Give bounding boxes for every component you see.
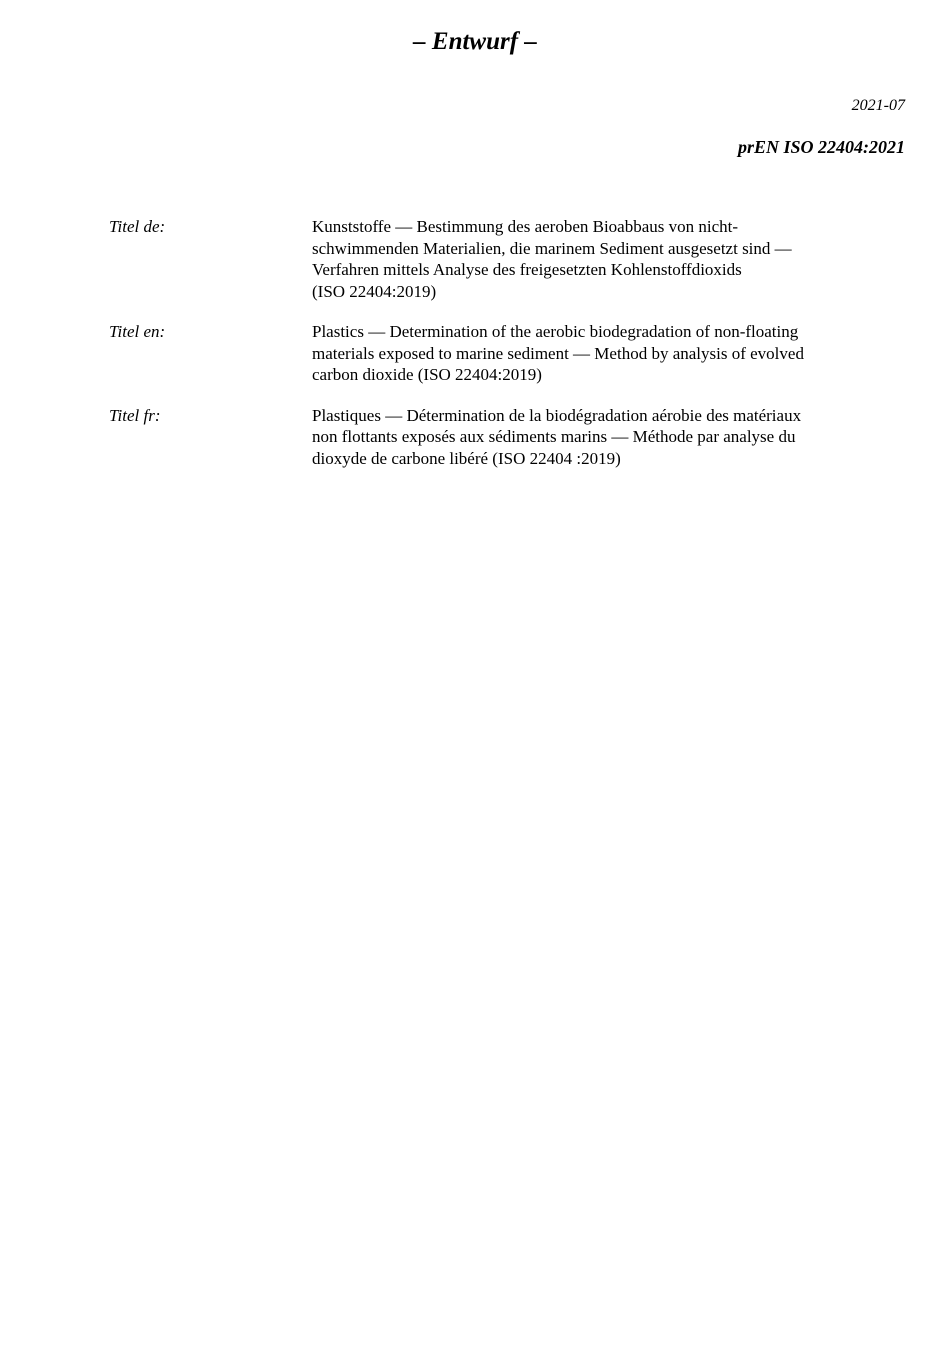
title-list — [109, 216, 905, 488]
document-date: 2021-07 — [851, 97, 905, 114]
draft-heading: – Entwurf – — [413, 28, 537, 55]
title-text-en: Plastics — Determination of the aerobic biodegradation of non-floating materials exposed to marine sediment — Method by analysis of evolved carbon dioxide (ISO 22404:2019) — [312, 322, 804, 384]
title-row-de — [109, 216, 905, 302]
title-text-de: Kunststoffe — Bestimmung des aeroben Bioabbaus von nicht- schwimmenden Materialien, die marinem Sediment ausgesetzt sind — Verfahren mittels Analyse des freigesetzten Kohlenstoffdioxids (ISO 22404:2019) — [312, 217, 792, 301]
title-label-en: Titel en: — [109, 322, 166, 341]
title-label-de: Titel de: — [109, 217, 166, 236]
title-row-fr — [109, 405, 905, 470]
document-number: prEN ISO 22404:2021 — [737, 137, 905, 157]
title-label-fr: Titel fr: — [109, 405, 161, 425]
title-text-fr: Plastiques — Détermination de la biodégradation aérobie des matériaux non flottants exposés aux sédiments marins — Méthode par analyse du dioxyde de carbone libéré (ISO 22404 :2019) — [312, 405, 802, 468]
title-row-en — [109, 321, 905, 386]
